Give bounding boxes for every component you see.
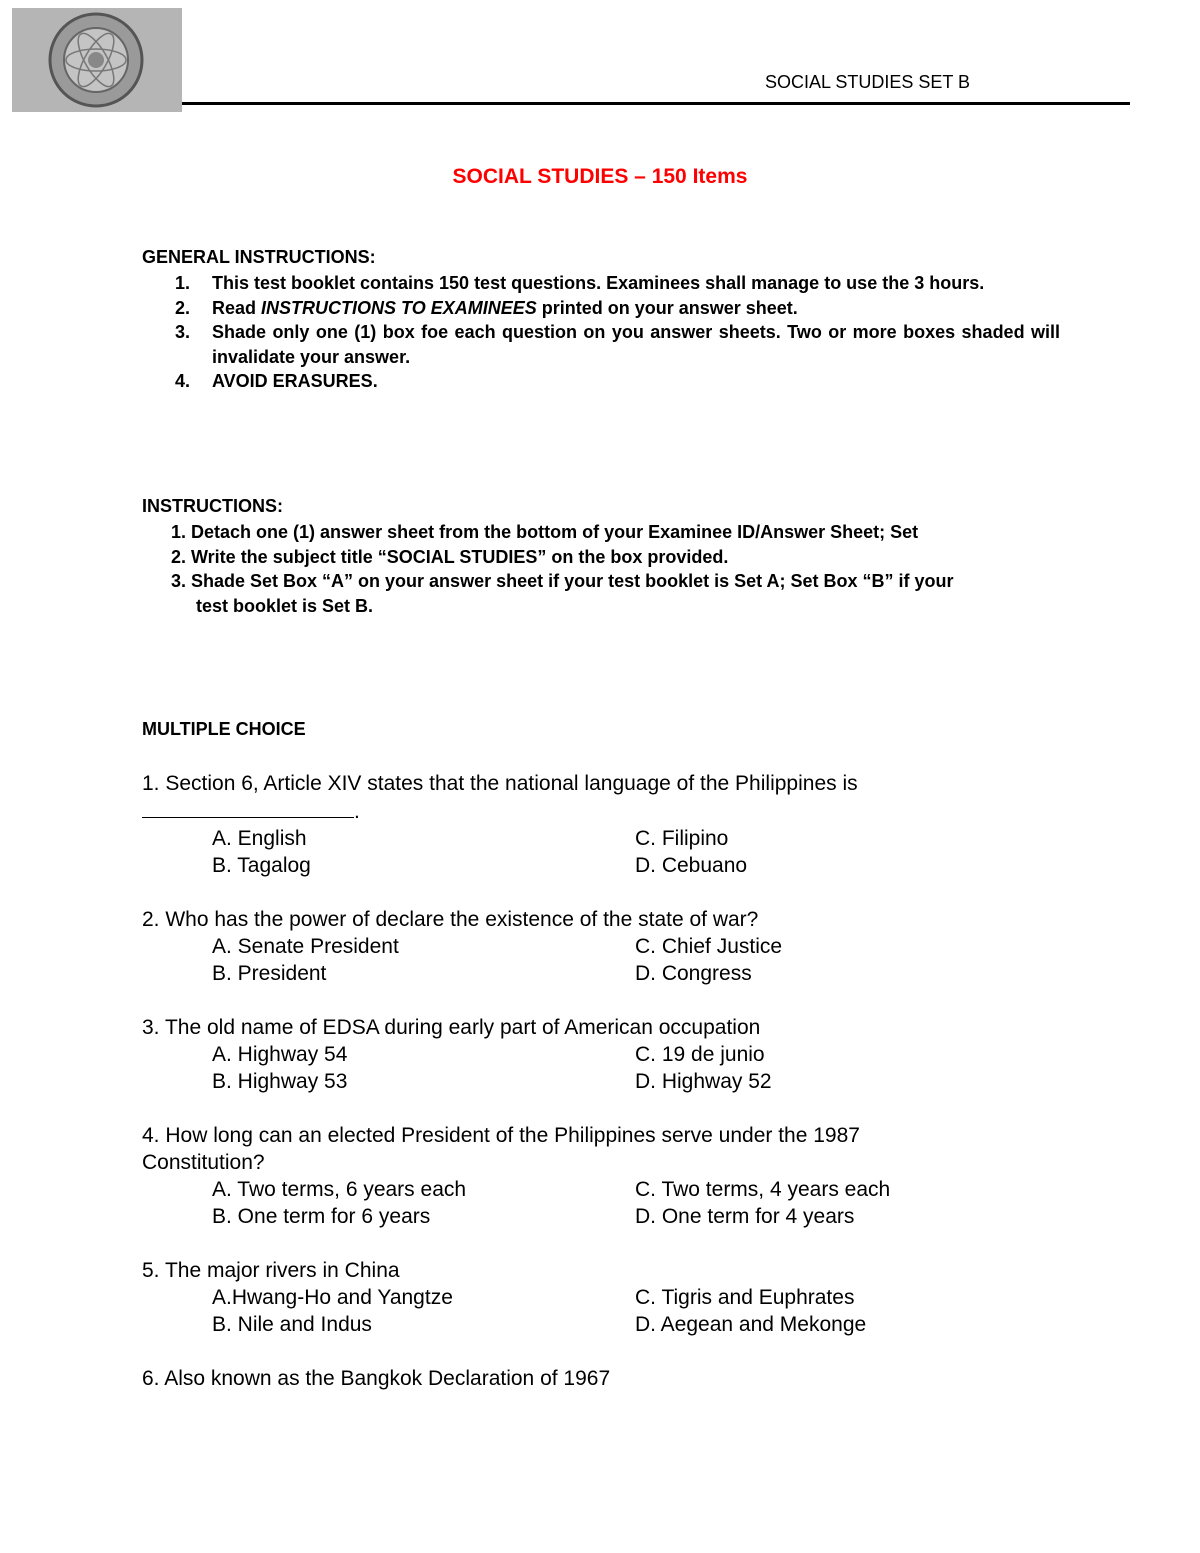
option: D. Highway 52 [635, 1070, 772, 1093]
general-instructions-heading: GENERAL INSTRUCTIONS: [142, 247, 376, 267]
option: A.Hwang-Ho and Yangtze [212, 1286, 453, 1309]
instructions-heading: INSTRUCTIONS: [142, 496, 283, 516]
option: B. One term for 6 years [212, 1205, 431, 1228]
question-text: 1. Section 6, Article XIV states that the national language of the Philippines is [142, 772, 858, 795]
question-text: 4. How long can an elected President of the Philippines serve under the 1987 Constitution? [142, 1124, 860, 1174]
instructions-list [142, 520, 1060, 618]
document-title: SOCIAL STUDIES – 150 Items [452, 165, 748, 188]
question-text: 3. The old name of EDSA during early part of American occupation [142, 1016, 761, 1039]
list-item: 3. Shade Set Box “A” on your answer sheet if your test booklet is Set A; Set Box “B” if your [171, 571, 954, 592]
header-title: SOCIAL STUDIES SET B [765, 72, 971, 92]
prc-seal-logo [12, 8, 182, 112]
question-6 [142, 1365, 1042, 1392]
list-item: 1. Detach one (1) answer sheet from the bottom of your Examinee ID/Answer Sheet; Set [171, 522, 919, 542]
option: C. Two terms, 4 years each [635, 1178, 891, 1201]
option: A. English [212, 827, 307, 850]
list-item: 3. Shade only one (1) box foe each question on you answer sheets. Two or more boxes shaded will invalidate your answer. [174, 322, 1060, 367]
option: D. Cebuano [635, 854, 748, 877]
option: D. Aegean and Mekonge [635, 1313, 867, 1336]
question-4 [142, 1122, 1042, 1230]
option: A. Senate President [212, 935, 399, 958]
options [142, 1176, 1042, 1230]
options [142, 825, 1042, 879]
option: C. 19 de junio [635, 1043, 765, 1066]
question-text: 6. Also known as the Bangkok Declaration of 1967 [142, 1367, 611, 1390]
list-item: 1. This test booklet contains 150 test questions. Examinees shall manage to use the 3 hours. [174, 273, 985, 293]
question-5 [142, 1257, 1042, 1338]
header-rule [182, 102, 1130, 105]
multiple-choice-heading: MULTIPLE CHOICE [142, 719, 306, 739]
question-3 [142, 1014, 1042, 1095]
question-text: 2. Who has the power of declare the existence of the state of war? [142, 908, 759, 931]
option: C. Chief Justice [635, 935, 783, 958]
option: B. Nile and Indus [212, 1313, 372, 1336]
list-item: 4. AVOID ERASURES. [174, 371, 378, 391]
option: D. One term for 4 years [635, 1205, 855, 1228]
general-instructions-list [142, 271, 1060, 394]
question-2 [142, 906, 1042, 987]
list-item: 2. Write the subject title “SOCIAL STUDIES” on the box provided. [171, 546, 729, 567]
option: D. Congress [635, 962, 752, 985]
question-1: 1. Section 6, Article XIV states that the national language of the Philippines is . A. English C. Filipino B. Tagalog D. Cebuano [142, 770, 1042, 879]
options [142, 1284, 1042, 1338]
instruction-continuation: test booklet is Set B. [196, 595, 374, 616]
option: B. Highway 53 [212, 1070, 348, 1093]
question-list [142, 770, 1042, 1419]
option: B. Tagalog [212, 854, 311, 877]
option: C. Tigris and Euphrates [635, 1286, 855, 1309]
answer-blank [142, 797, 354, 818]
question-text: 5. The major rivers in China [142, 1259, 400, 1282]
list-item: 2. Read INSTRUCTIONS TO EXAMINEES printed on your answer sheet. [174, 297, 798, 318]
option: A. Two terms, 6 years each [212, 1178, 467, 1201]
option: B. President [212, 962, 327, 985]
option: A. Highway 54 [212, 1043, 348, 1066]
option: C. Filipino [635, 827, 729, 850]
options [142, 1041, 1042, 1095]
options [142, 933, 1042, 987]
